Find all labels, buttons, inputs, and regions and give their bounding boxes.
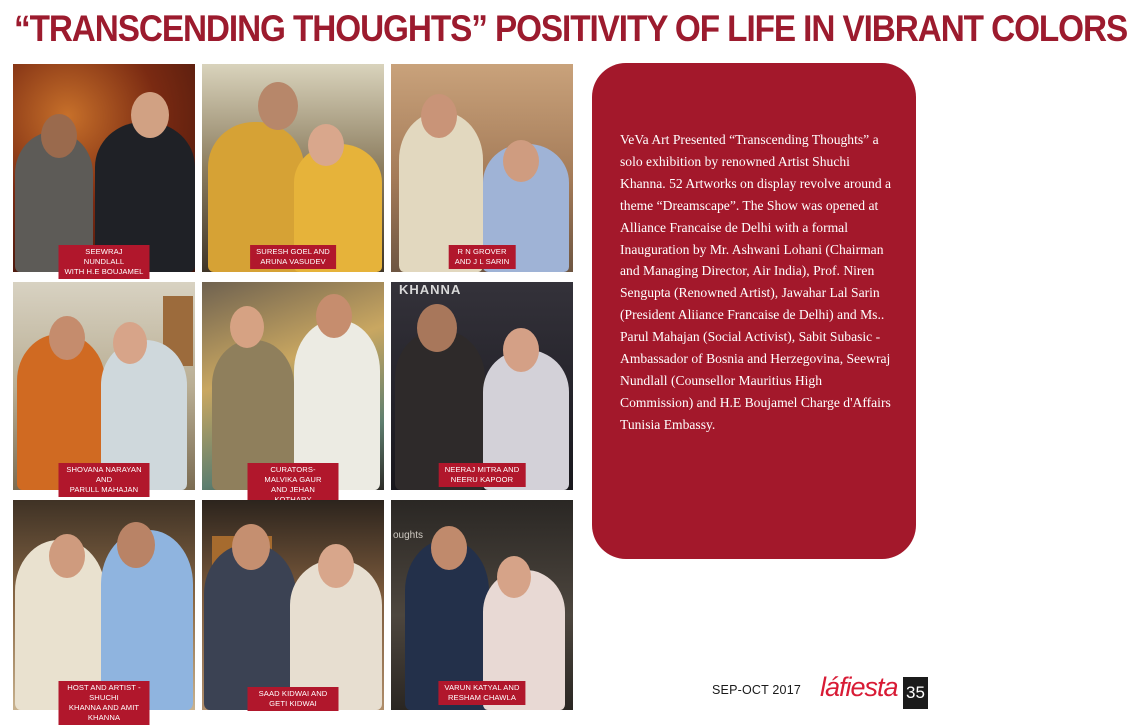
issue-date: SEP-OCT 2017 <box>712 683 802 697</box>
page-number: 35 <box>903 677 928 709</box>
photo-grover-sarin <box>391 64 573 272</box>
photo-caption: HOST AND ARTIST - SHUCHI KHANNA AND AMIT KHANNA <box>59 681 150 725</box>
photo-caption: SHOVANA NARAYAN AND PARULL MAHAJAN <box>59 463 150 497</box>
photo-caption: CURATORS- MALVIKA GAUR AND JEHAN <box>248 463 339 507</box>
photo-caption: SURESH GOEL AND ARUNA VASUDEV <box>250 245 336 269</box>
page-headline: “TRANSCENDING THOUGHTS” POSITIVITY OF LIFE IN VIBRANT COLORS <box>14 8 1127 49</box>
magazine-logo: láfiesta <box>820 672 898 702</box>
photo-caption: R N GROVER AND J L SARIN <box>449 245 516 269</box>
article-panel <box>592 63 916 559</box>
photo-suresh-aruna <box>202 64 384 272</box>
photo-varun-resham <box>391 500 573 710</box>
photo-saad-geti <box>202 500 384 710</box>
photo-shovana-parull <box>13 282 195 494</box>
article-text: VeVa Art Presented “Transcending Thoughts” a solo exhibition by renowned Artist Shuchi Khanna. 52 Artworks on display revolve around a theme “Dreamscape”. The Show was opened at Alliance Francaise de Delhi with a formal Inauguration by Mr. Ashwani Lohani (Chairman and Managing Director, Air India), Prof. Niren Sengupta (Renowned Artist), Jawahar Lal Sarin (President Aliiance Francaise de Delhi) and Ms.. Parul Mahajan (Social Activist), Sabit Subasic - Ambassador of Bosnia and Herzegovina, Seewraj Nundlall (Counsellor Mauritius High Commission) and H.E Boujamel Charge d'Affairs Tunisia Embassy. <box>620 132 892 432</box>
photo-caption: SEEWRAJ NUNDLALL WITH H.E BOUJAMEL <box>59 245 150 279</box>
photo-caption: SAAD KIDWAI AND GETI KIDWAI <box>248 687 339 711</box>
photo-seewraj-boujamel <box>13 64 195 276</box>
backdrop-sign-text: oughts <box>393 530 424 541</box>
photo-neeraj-neeru <box>391 282 573 490</box>
photo-malvika-jehan <box>202 282 384 494</box>
backdrop-sign-text: KHANNA <box>399 282 462 297</box>
photo-shuchi-amit <box>13 500 195 722</box>
photo-caption: VARUN KATYAL AND RESHAM CHAWLA <box>438 681 525 705</box>
photo-caption: NEERAJ MITRA AND NEERU KAPOOR <box>439 463 526 487</box>
